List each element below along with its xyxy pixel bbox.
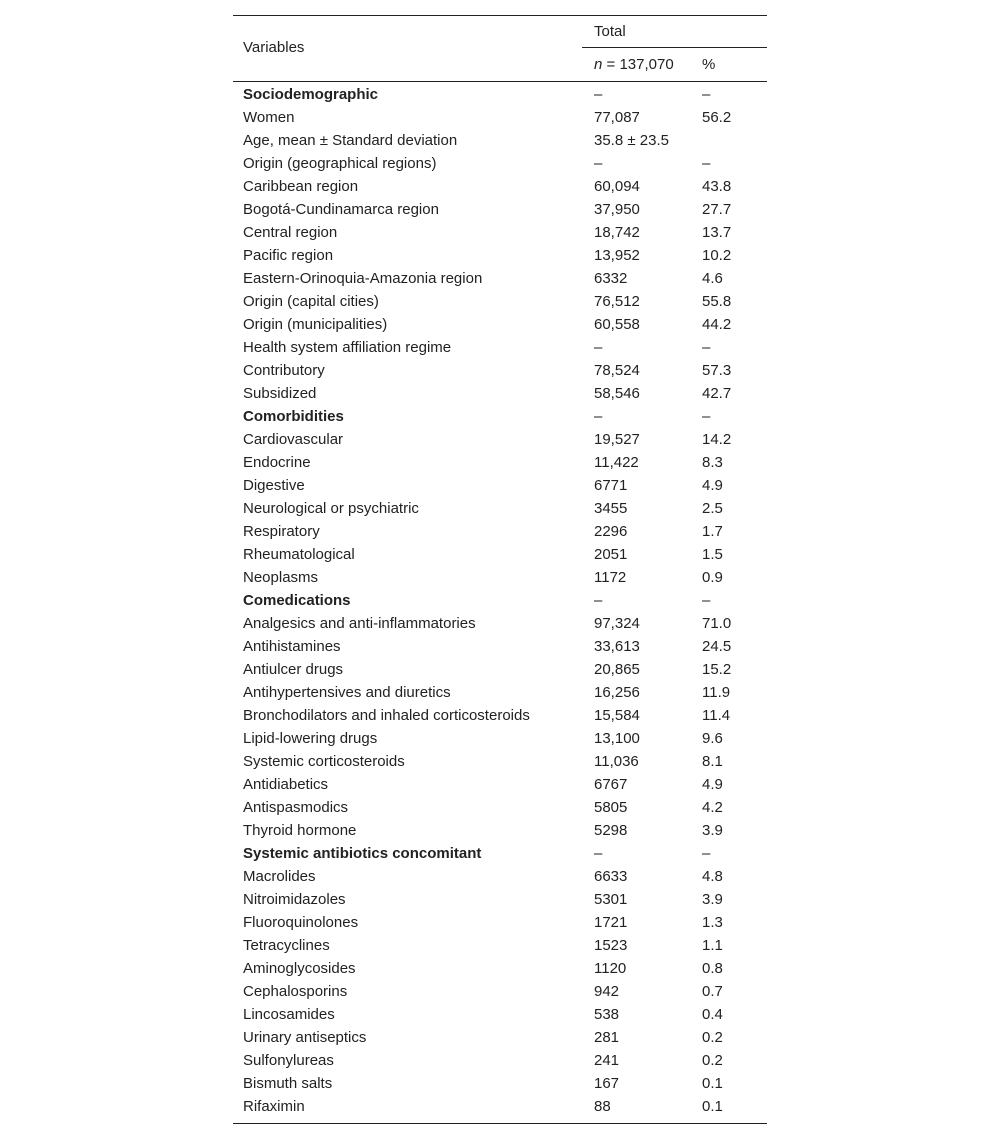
row-label: Aminoglycosides <box>243 960 356 977</box>
row-label: Comorbidities <box>243 408 344 425</box>
row-count: – <box>594 86 603 103</box>
row-label: Analgesics and anti-inflammatories <box>243 615 476 632</box>
row-label: Bogotá-Cundinamarca region <box>243 201 439 218</box>
row-count: 942 <box>594 983 620 1000</box>
header-percent: % <box>702 56 716 73</box>
row-count: 16,256 <box>594 684 640 701</box>
table-row <box>233 359 767 382</box>
row-percent: 8.3 <box>702 454 723 471</box>
row-count: 33,613 <box>594 638 640 655</box>
row-count: 78,524 <box>594 362 640 379</box>
row-label: Caribbean region <box>243 178 359 195</box>
table-row <box>233 497 767 520</box>
table-row <box>233 681 767 704</box>
row-percent: 0.4 <box>702 1006 723 1023</box>
table-row <box>233 198 767 221</box>
row-count: 11,422 <box>594 454 639 471</box>
table-header <box>233 16 767 82</box>
row-count: 281 <box>594 1029 620 1046</box>
row-count: 1721 <box>594 914 628 931</box>
table-row <box>233 980 767 1003</box>
row-count: 1120 <box>594 960 627 977</box>
row-percent: 27.7 <box>702 201 732 218</box>
row-percent: 1.7 <box>702 523 723 540</box>
row-percent: 43.8 <box>702 178 732 195</box>
row-label: Eastern-Orinoquia-Amazonia region <box>243 270 483 287</box>
row-count: 20,865 <box>594 661 640 678</box>
row-count: 1172 <box>594 569 627 586</box>
table-row <box>233 382 767 405</box>
row-count: 6771 <box>594 477 628 494</box>
table-row <box>233 1072 767 1095</box>
table-row <box>233 267 767 290</box>
row-count: 1523 <box>594 937 628 954</box>
row-label: Women <box>243 109 295 126</box>
row-percent: 71.0 <box>702 615 732 632</box>
row-label: Rifaximin <box>243 1098 305 1115</box>
row-percent: 4.6 <box>702 270 723 287</box>
row-percent: 4.2 <box>702 799 723 816</box>
row-label: Central region <box>243 224 338 241</box>
table-row <box>233 175 767 198</box>
data-table <box>233 15 767 1124</box>
table-row <box>233 658 767 681</box>
row-label: Respiratory <box>243 523 320 540</box>
table-row <box>233 1049 767 1072</box>
table-row <box>233 773 767 796</box>
row-label: Fluoroquinolones <box>243 914 359 931</box>
header-n-value: = 137,070 <box>602 56 674 73</box>
table-row <box>233 1095 767 1118</box>
row-count: 60,558 <box>594 316 640 333</box>
table-row <box>233 819 767 842</box>
row-percent: 44.2 <box>702 316 732 333</box>
row-count: 2296 <box>594 523 628 540</box>
section-header-row <box>233 405 767 428</box>
row-label: Antiulcer drugs <box>243 661 344 678</box>
row-percent: – <box>702 155 711 172</box>
row-count: 3455 <box>594 500 628 517</box>
row-count: 15,584 <box>594 707 640 724</box>
row-percent: 11.9 <box>702 684 731 701</box>
row-percent: 4.9 <box>702 477 723 494</box>
row-percent: 14.2 <box>702 431 732 448</box>
table-row <box>233 520 767 543</box>
table-row <box>233 727 767 750</box>
row-label: Cardiovascular <box>243 431 344 448</box>
row-count: 58,546 <box>594 385 640 402</box>
table-row <box>233 934 767 957</box>
row-percent: 8.1 <box>702 753 723 770</box>
row-label: Systemic antibiotics concomitant <box>243 845 482 862</box>
row-count: 2051 <box>594 546 628 563</box>
row-label: Contributory <box>243 362 325 379</box>
row-label: Origin (municipalities) <box>243 316 388 333</box>
header-n-symbol: n <box>594 56 603 73</box>
table-row <box>233 152 767 175</box>
table-row <box>233 428 767 451</box>
row-count: 241 <box>594 1052 620 1069</box>
row-label: Cephalosporins <box>243 983 348 1000</box>
header-n <box>594 56 674 73</box>
row-percent: – <box>702 86 711 103</box>
row-percent: 0.2 <box>702 1052 723 1069</box>
header-variables: Variables <box>243 39 305 56</box>
row-label: Origin (capital cities) <box>243 293 379 310</box>
table-row <box>233 865 767 888</box>
row-label: Age, mean ± Standard deviation <box>243 132 458 149</box>
row-percent: 24.5 <box>702 638 732 655</box>
row-count: 97,324 <box>594 615 640 632</box>
row-count: 5805 <box>594 799 628 816</box>
row-percent: – <box>702 408 711 425</box>
row-label: Origin (geographical regions) <box>243 155 437 172</box>
section-header-row <box>233 83 767 106</box>
row-percent: 2.5 <box>702 500 723 517</box>
row-percent: 57.3 <box>702 362 732 379</box>
row-label: Urinary antiseptics <box>243 1029 367 1046</box>
row-label: Antihistamines <box>243 638 341 655</box>
row-count: 18,742 <box>594 224 640 241</box>
table-row <box>233 566 767 589</box>
table-row <box>233 957 767 980</box>
row-percent: 3.9 <box>702 822 723 839</box>
row-percent: 0.1 <box>702 1075 723 1092</box>
row-label: Pacific region <box>243 247 334 264</box>
row-count: 60,094 <box>594 178 640 195</box>
table-row <box>233 750 767 773</box>
table-row <box>233 336 767 359</box>
row-count: 19,527 <box>594 431 640 448</box>
row-percent: 15.2 <box>702 661 732 678</box>
row-percent: 4.8 <box>702 868 723 885</box>
row-percent: 0.9 <box>702 569 723 586</box>
row-percent: 11.4 <box>702 707 731 724</box>
row-label: Sociodemographic <box>243 86 379 103</box>
row-count: 13,952 <box>594 247 640 264</box>
row-label: Health system affiliation regime <box>243 339 452 356</box>
row-label: Systemic corticosteroids <box>243 753 405 770</box>
row-count: 6633 <box>594 868 628 885</box>
row-label: Lipid-lowering drugs <box>243 730 378 747</box>
row-percent: 0.8 <box>702 960 723 977</box>
row-percent: 42.7 <box>702 385 732 402</box>
row-count: 167 <box>594 1075 620 1092</box>
table-row <box>233 911 767 934</box>
row-percent: – <box>702 592 711 609</box>
row-percent: 1.5 <box>702 546 723 563</box>
table-row <box>233 888 767 911</box>
row-percent: 10.2 <box>702 247 732 264</box>
header-total: Total <box>594 23 626 40</box>
table-row <box>233 313 767 336</box>
row-label: Antidiabetics <box>243 776 329 793</box>
table-row <box>233 635 767 658</box>
table-row <box>233 1026 767 1049</box>
row-label: Macrolides <box>243 868 316 885</box>
row-label: Neurological or psychiatric <box>243 500 419 517</box>
table-row <box>233 796 767 819</box>
row-count: – <box>594 155 603 172</box>
table-row <box>233 474 767 497</box>
table-row <box>233 612 767 635</box>
table-row <box>233 1003 767 1026</box>
row-count: 6332 <box>594 270 628 287</box>
row-label: Rheumatological <box>243 546 355 563</box>
row-label: Tetracyclines <box>243 937 330 954</box>
row-label: Lincosamides <box>243 1006 335 1023</box>
row-label: Bismuth salts <box>243 1075 333 1092</box>
row-label: Nitroimidazoles <box>243 891 346 908</box>
row-percent: – <box>702 339 711 356</box>
table-row <box>233 543 767 566</box>
row-label: Neoplasms <box>243 569 319 586</box>
table-row <box>233 451 767 474</box>
row-percent: 1.1 <box>702 937 723 954</box>
row-count: – <box>594 845 603 862</box>
row-count: 538 <box>594 1006 620 1023</box>
row-count: 37,950 <box>594 201 640 218</box>
row-count: 6767 <box>594 776 628 793</box>
row-count: 13,100 <box>594 730 640 747</box>
row-label: Antihypertensives and diuretics <box>243 684 451 701</box>
row-label: Antispasmodics <box>243 799 349 816</box>
row-label: Subsidized <box>243 385 317 402</box>
section-header-row <box>233 589 767 612</box>
row-percent: 4.9 <box>702 776 723 793</box>
row-label: Comedications <box>243 592 351 609</box>
row-count: 35.8 ± 23.5 <box>594 132 669 149</box>
table-row <box>233 106 767 129</box>
row-label: Bronchodilators and inhaled corticosteroids <box>243 707 530 724</box>
row-percent: 13.7 <box>702 224 732 241</box>
row-count: – <box>594 339 603 356</box>
row-percent: 3.9 <box>702 891 723 908</box>
row-percent: 0.1 <box>702 1098 723 1115</box>
row-count: 11,036 <box>594 753 639 770</box>
table-row <box>233 244 767 267</box>
row-percent: – <box>702 845 711 862</box>
row-percent: 1.3 <box>702 914 723 931</box>
row-label: Thyroid hormone <box>243 822 357 839</box>
table-row <box>233 221 767 244</box>
row-percent: 56.2 <box>702 109 732 126</box>
header-divider <box>582 47 767 48</box>
row-count: 88 <box>594 1098 611 1115</box>
row-count: – <box>594 408 603 425</box>
row-label: Endocrine <box>243 454 311 471</box>
table-row <box>233 704 767 727</box>
row-label: Digestive <box>243 477 305 494</box>
section-header-row <box>233 842 767 865</box>
row-count: 5298 <box>594 822 628 839</box>
table-body <box>233 82 767 1123</box>
row-count: 76,512 <box>594 293 640 310</box>
row-label: Sulfonylureas <box>243 1052 334 1069</box>
row-count: – <box>594 592 603 609</box>
table-row <box>233 129 767 152</box>
row-percent: 9.6 <box>702 730 723 747</box>
table-row <box>233 290 767 313</box>
row-count: 77,087 <box>594 109 640 126</box>
row-count: 5301 <box>594 891 628 908</box>
row-percent: 0.2 <box>702 1029 723 1046</box>
row-percent: 55.8 <box>702 293 732 310</box>
row-percent: 0.7 <box>702 983 723 1000</box>
